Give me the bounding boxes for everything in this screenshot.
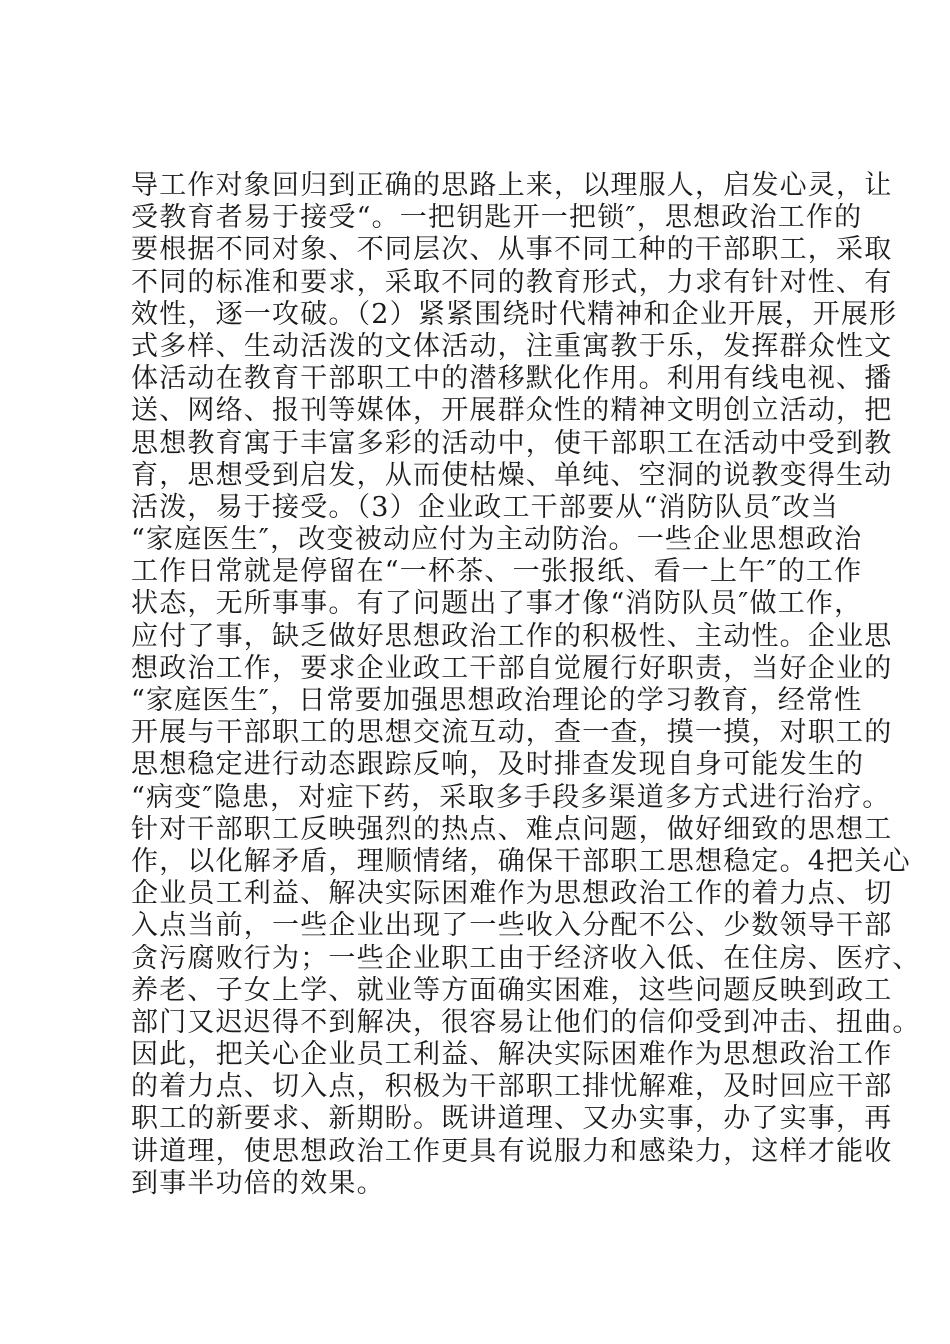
- text-line: 送、网络、报刊等媒体，开展群众性的精神文明创立活动，把: [131, 395, 893, 427]
- text-line: 的着力点、切入点，积极为干部职工排忧解难，及时回应干部: [131, 1071, 893, 1103]
- text-line: “家庭医生″，日常要加强思想政治理论的学习教育，经常性: [131, 685, 863, 716]
- text-line: 贪污腐败行为；一些企业职工由于经济收入低、在住房、医疗、: [131, 942, 921, 974]
- text-line: 育，思想受到启发，从而使枯燥、单纯、空洞的说教变得生动: [131, 459, 893, 491]
- text-line: 要根据不同对象、不同层次、从事不同工种的干部职工，采取: [131, 234, 893, 266]
- text-line: 思想教育寓于丰富多彩的活动中，使干部职工在活动中受到教: [131, 427, 893, 459]
- text-line: 活泼，易于接受。（3）企业政工干部要从“消防队员″改当: [131, 491, 839, 523]
- text-line: 因此，把关心企业员工利益、解决实际困难作为思想政治工作: [131, 1039, 893, 1071]
- text-line: 部门又迟迟得不到解决，很容易让他们的信仰受到冲击、扭曲。: [131, 1006, 921, 1038]
- text-line: 想政治工作，要求企业政工干部自觉履行好职责，当好企业的: [131, 652, 893, 684]
- text-line: 企业员工利益、解决实际困难作为思想政治工作的着力点、切: [131, 878, 893, 910]
- text-line: 开展与干部职工的思想交流互动，查一查，摸一摸，对职工的: [131, 717, 893, 749]
- text-line: 工作日常就是停留在“一杯茶、一张报纸、看一上午″的工作: [131, 556, 863, 588]
- text-line: 养老、子女上学、就业等方面确实困难，这些问题反映到政工: [131, 974, 893, 1006]
- text-line: 式多样、生动活泼的文体活动，注重寓教于乐，发挥群众性文: [131, 330, 893, 362]
- text-line: “病变″隐患，对症下药，采取多手段多渠道多方式进行治疗。: [131, 781, 891, 813]
- text-line: 状态，无所事事。有了问题出了事才像“消防队员″做工作，: [131, 588, 863, 620]
- text-line: 体活动在教育干部职工中的潜移默化作用。利用有线电视、播: [131, 363, 893, 395]
- text-line: 思想稳定进行动态跟踪反响，及时排查发现自身可能发生的: [131, 749, 865, 781]
- text-line: 受教育者易于接受“。一把钥匙开一把锁″，思想政治工作的: [131, 202, 863, 234]
- text-line: 导工作对象回归到正确的思路上来，以理服人，启发心灵，让: [131, 170, 893, 201]
- text-line: 讲道理，使思想政治工作更具有说服力和感染力，这样才能收: [131, 1135, 893, 1167]
- text-line: 到事半功倍的效果。: [131, 1167, 385, 1199]
- text-line: 入点当前，一些企业出现了一些收入分配不公、少数领导干部: [131, 910, 893, 942]
- text-line: 应付了事，缺乏做好思想政治工作的积极性、主动性。企业思: [131, 620, 893, 652]
- text-line: 针对干部职工反映强烈的热点、难点问题，做好细致的思想工: [131, 813, 893, 845]
- body-text: [131, 170, 921, 1200]
- text-line: 作，以化解矛盾，理顺情绪，确保干部职工思想稳定。4把关心: [131, 845, 911, 877]
- text-line: 不同的标准和要求，采取不同的教育形式，力求有针对性、有: [131, 266, 893, 298]
- text-line: “家庭医生″，改变被动应付为主动防治。一些企业思想政治: [131, 524, 863, 556]
- text-line: 效性，逐一攻破。（2）紧紧围绕时代精神和企业开展，开展形: [131, 298, 898, 330]
- text-line: 职工的新要求、新期盼。既讲道理、又办实事，办了实事，再: [131, 1103, 893, 1135]
